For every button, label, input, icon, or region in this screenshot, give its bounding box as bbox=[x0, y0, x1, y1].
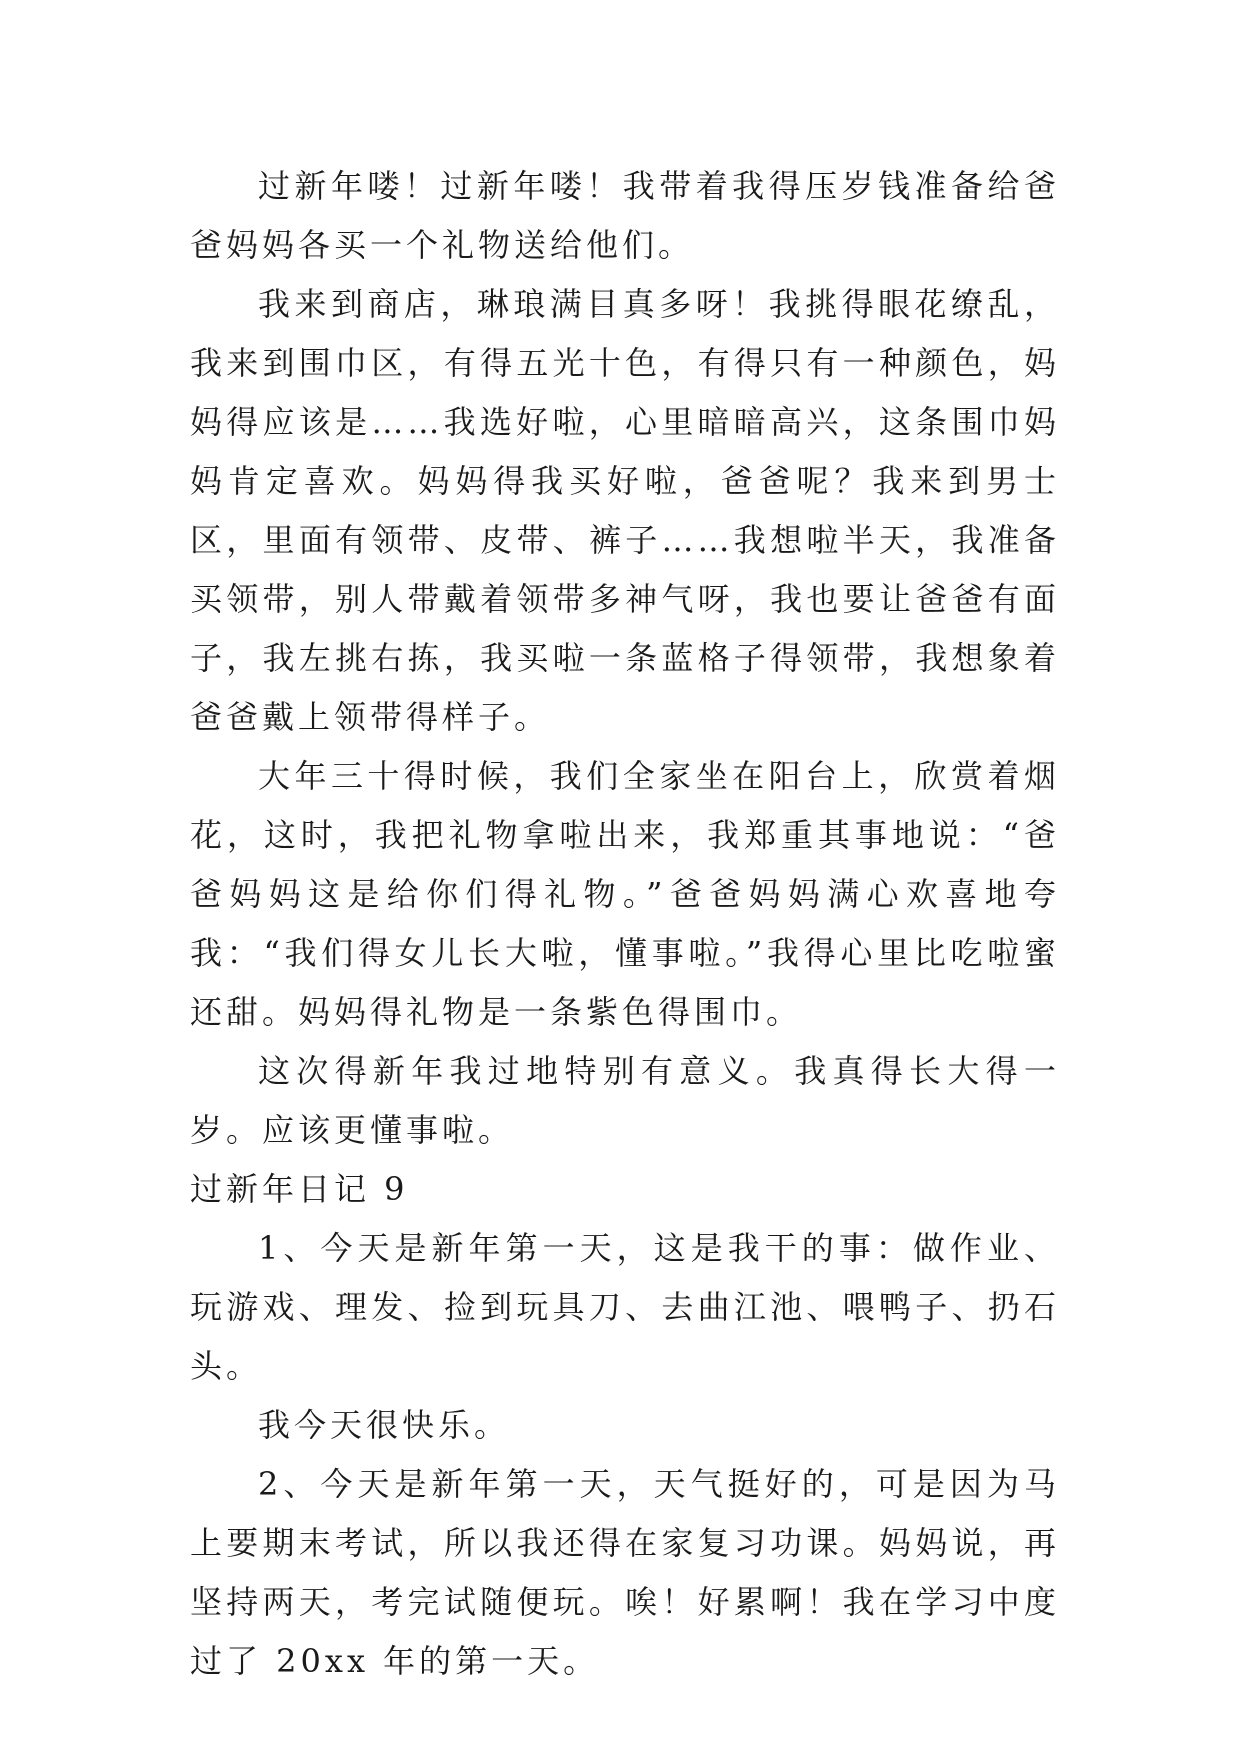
paragraph-new-year-gifts: 过新年喽！过新年喽！我带着我得压岁钱准备给爸爸妈妈各买一个礼物送给他们。 bbox=[190, 167, 1060, 264]
diary-entry-1: 1、今天是新年第一天，这是我干的事：做作业、玩游戏、理发、捡到玩具刀、去曲江池、喂鸭子、扔石头。 bbox=[190, 1229, 1060, 1385]
document-body bbox=[190, 157, 1060, 1691]
paragraph-meaningful-new-year: 这次得新年我过地特别有意义。我真得长大得一岁。应该更懂事啦。 bbox=[190, 1052, 1060, 1149]
diary-entry-2: 2、今天是新年第一天，天气挺好的，可是因为马上要期末考试，所以我还得在家复习功课。妈妈说，再坚持两天，考完试随便玩。唉！好累啊！我在学习中度过了 20xx 年的第一天。 bbox=[190, 1465, 1060, 1680]
diary-entry-1-note: 我今天很快乐。 bbox=[258, 1406, 511, 1444]
paragraph-shopping: 我来到商店，琳琅满目真多呀！我挑得眼花缭乱，我来到围巾区，有得五光十色，有得只有一种颜色，妈妈得应该是……我选好啦，心里暗暗高兴，这条围巾妈妈肯定喜欢。妈妈得我买好啦，爸爸呢？我来到男士区，里面有领带、皮带、裤子……我想啦半天，我准备买领带，别人带戴着领带多神气呀，我也要让爸爸有面子，我左挑右拣，我买啦一条蓝格子得领带，我想象着爸爸戴上领带得样子。 bbox=[190, 285, 1060, 736]
paragraph-new-years-eve: 大年三十得时候，我们全家坐在阳台上，欣赏着烟花，这时，我把礼物拿啦出来，我郑重其事地说：“爸爸妈妈这是给你们得礼物。”爸爸妈妈满心欢喜地夸我：“我们得女儿长大啦，懂事啦。”我得心里比吃啦蜜还甜。妈妈得礼物是一条紫色得围巾。 bbox=[190, 757, 1060, 1031]
diary-heading: 过新年日记 9 bbox=[190, 1170, 409, 1208]
